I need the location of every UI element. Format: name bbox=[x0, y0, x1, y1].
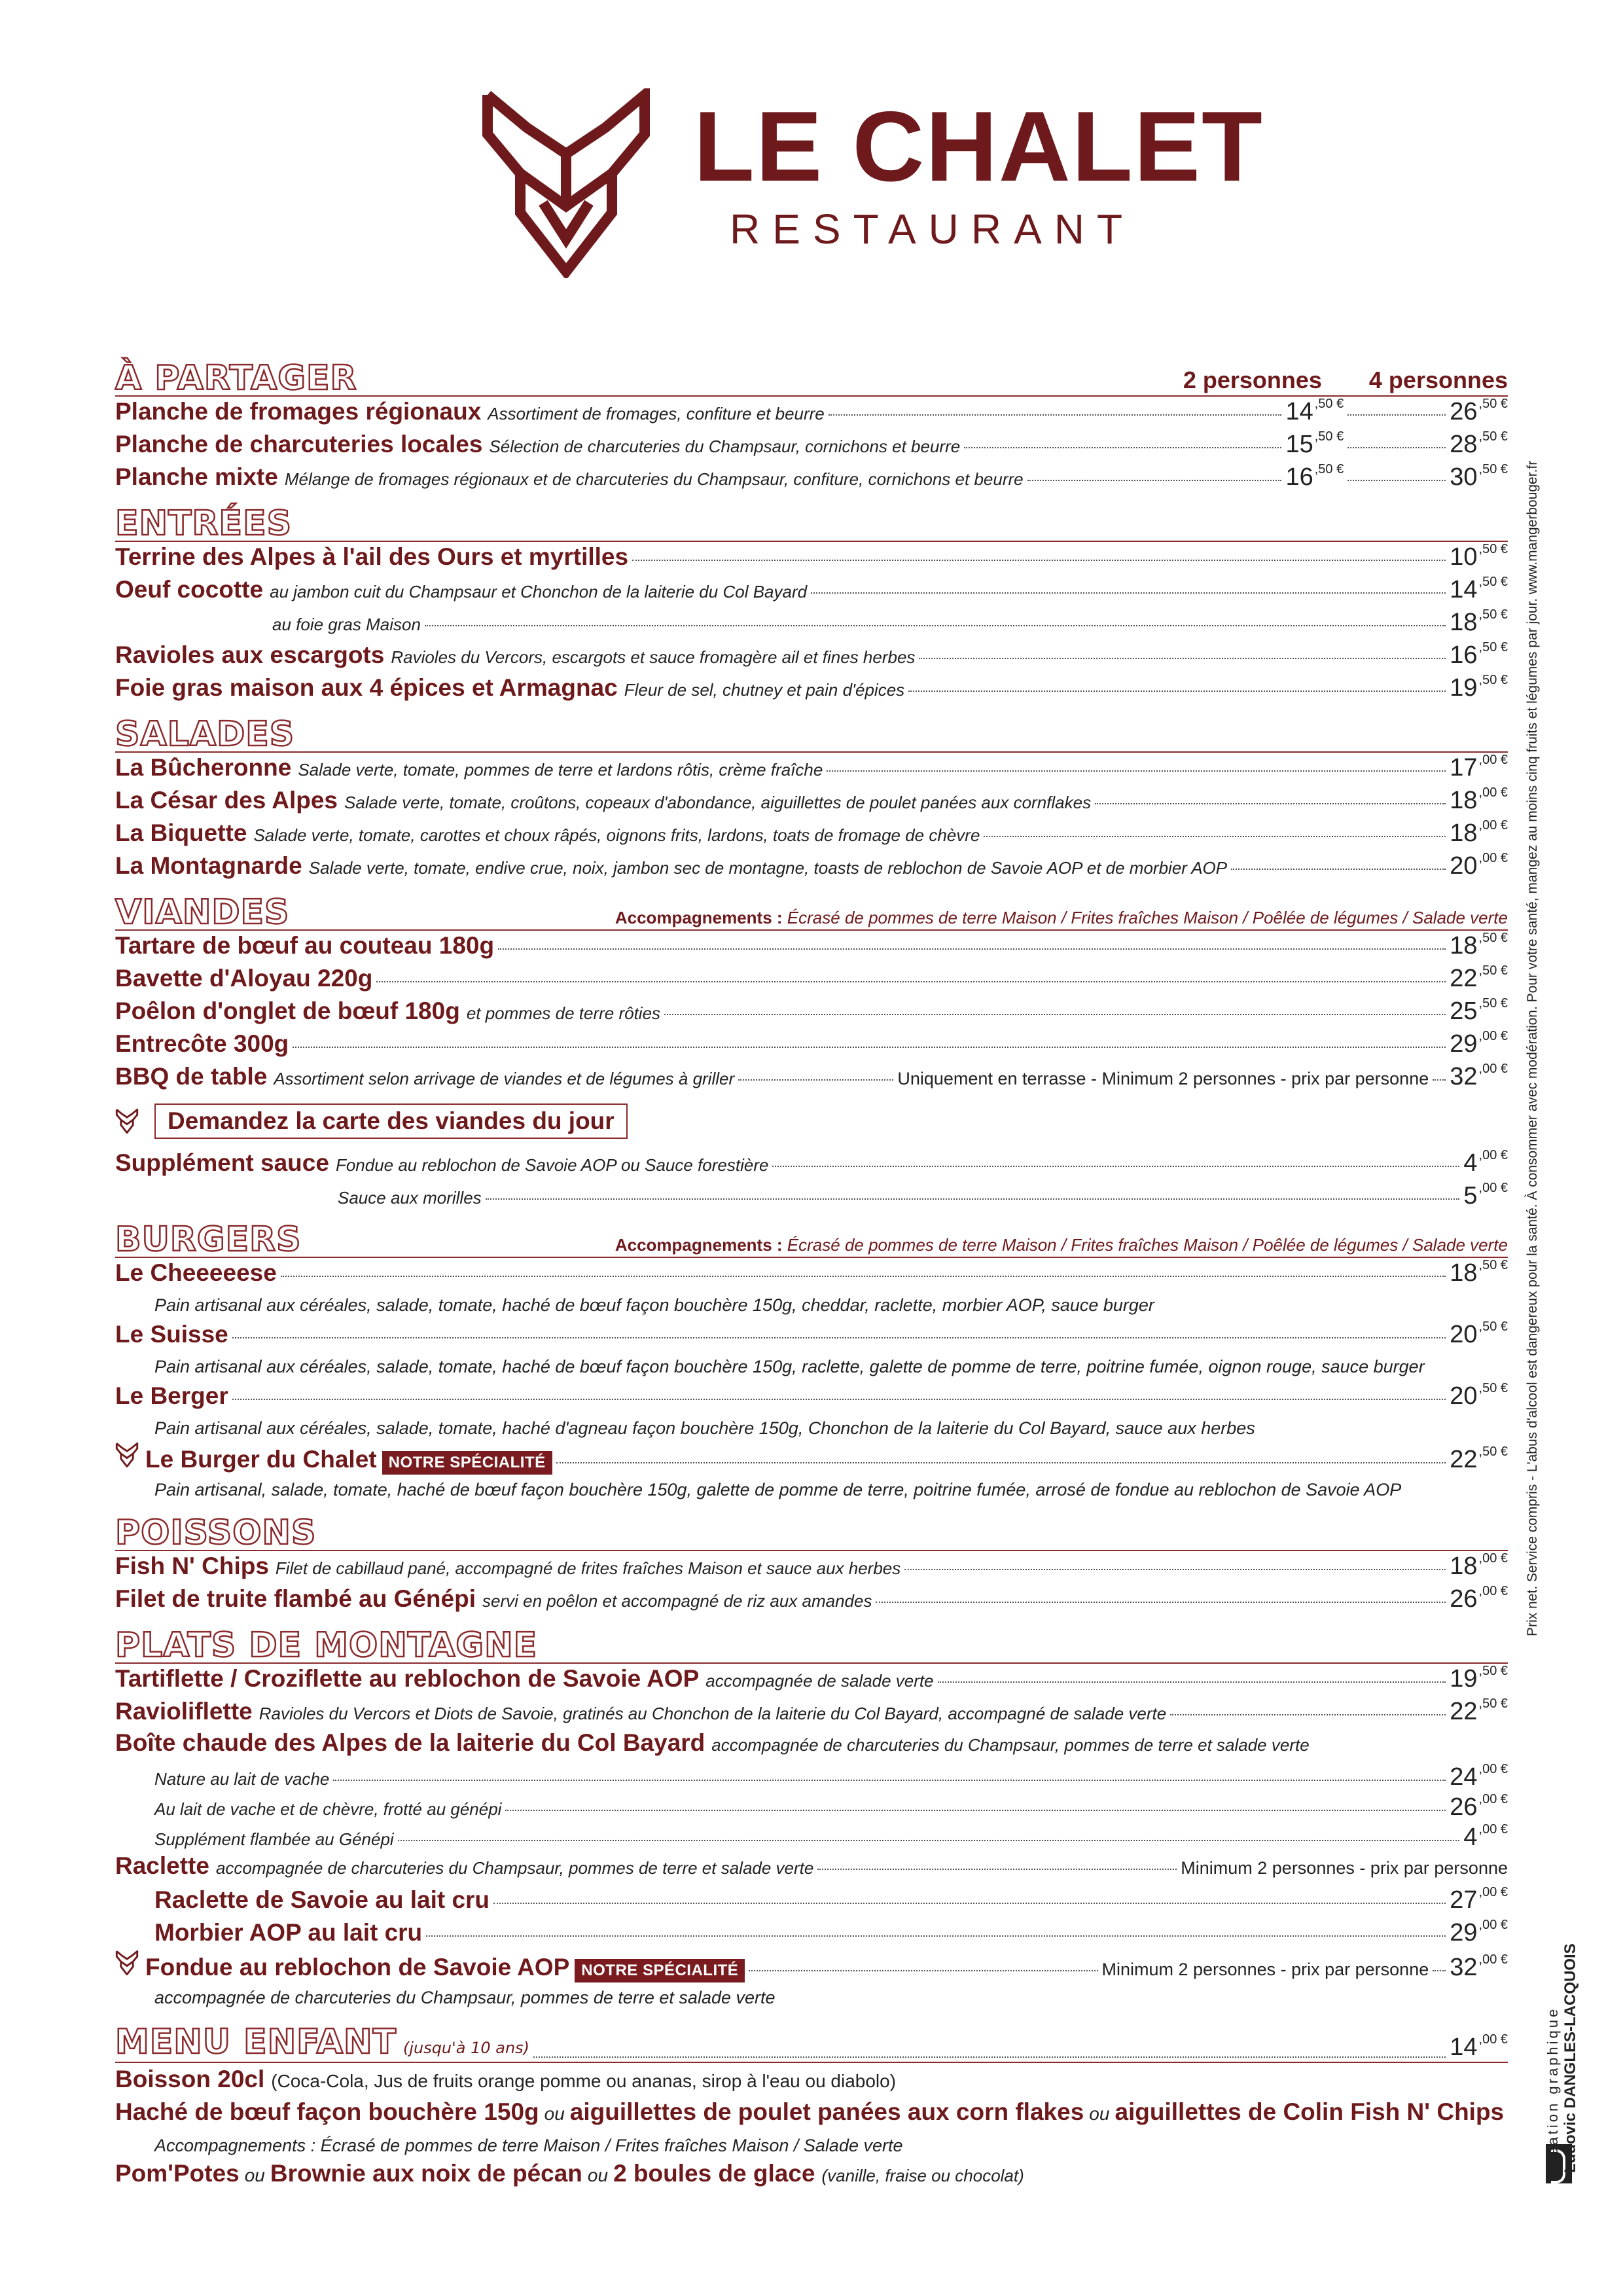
item-desc: Fondue au reblochon de Savoie AOP ou Sauce forestière bbox=[335, 1155, 769, 1175]
leader-dots bbox=[505, 1810, 1446, 1811]
col-4-personnes: 4 personnes bbox=[1368, 367, 1508, 393]
item-name: Filet de truite flambé au Génépi bbox=[115, 1585, 476, 1612]
leader-dots bbox=[908, 691, 1446, 692]
menu-item bbox=[115, 1664, 1508, 1696]
item-desc: au jambon cuit du Champsaur et Chonchon de la laiterie du Col Bayard bbox=[270, 582, 808, 601]
or-word: ou bbox=[244, 2165, 265, 2185]
leader-dots bbox=[1433, 1079, 1446, 1081]
section-title-suffix: (jusqu'à 10 ans) bbox=[402, 2039, 530, 2057]
menu-item bbox=[115, 1181, 1508, 1211]
leader-dots bbox=[293, 1047, 1446, 1048]
menu-item bbox=[115, 963, 1508, 996]
menu-item bbox=[115, 429, 1508, 462]
leader-dots bbox=[1095, 803, 1446, 804]
item-name: Poêlon d'onglet de bœuf 180g bbox=[115, 997, 460, 1024]
restaurant-name: LE CHALET bbox=[694, 91, 1264, 202]
or-word: ou bbox=[1089, 2104, 1110, 2124]
leader-dots bbox=[772, 1166, 1459, 1167]
accompagnements-note bbox=[615, 1235, 1508, 1255]
legal-side-note: Prix net. Service compris - L'abus d'alcool est dangereux pour la santé. À consommer avec modération. Pour votre santé, mangez au moins cinq fruits et légumes par jour. www.mangerbouger.fr bbox=[1525, 460, 1540, 1636]
item-note: Uniquement en terrasse - Minimum 2 personnes - prix par personne bbox=[897, 1069, 1429, 1088]
acc-text: Écrasé de pommes de terre Maison / Frites fraîches Maison / Poêlée de légumes / Salade verte bbox=[787, 1235, 1508, 1255]
menu-item bbox=[115, 542, 1508, 575]
item-name: Raclette bbox=[115, 1852, 209, 1879]
item-name: Oeuf cocotte bbox=[115, 576, 264, 603]
item-desc: Assortiment de fromages, confiture et beurre bbox=[488, 404, 825, 423]
item-desc: Fleur de sel, chutney et pain d'épices bbox=[624, 680, 905, 700]
section-entrees-header bbox=[115, 504, 1508, 542]
item-price: 18 $^{,00 €}$ bbox=[1450, 1551, 1508, 1580]
menu-item bbox=[115, 785, 1508, 818]
item-price: 26 $^{,00 €}$ bbox=[1450, 1584, 1508, 1613]
leader-dots bbox=[876, 1602, 1446, 1603]
item-subline: Pain artisanal aux céréales, salade, tomate, haché de bœuf façon bouchère 150g, cheddar, raclette, morbier AOP, sauce burger bbox=[154, 1295, 1154, 1315]
item-price: 32 $^{,00 €}$ bbox=[1450, 1952, 1508, 1981]
menu-item bbox=[115, 1148, 1508, 1181]
item-name: Planche de fromages régionaux bbox=[115, 398, 482, 425]
item-desc: au foie gras Maison bbox=[272, 615, 421, 634]
item-subline: accompagnée de charcuteries du Champsaur, pommes de terre et salade verte bbox=[154, 1988, 776, 2007]
item-subline: Pain artisanal aux céréales, salade, tomate, haché de bœuf façon bouchère 150g, raclette, galette de pomme de terre, poitrine fumée, oignon rouge, sauce burger bbox=[154, 1357, 1425, 1376]
menu-item bbox=[115, 1551, 1508, 1584]
leader-dots bbox=[811, 592, 1446, 594]
menu-item bbox=[115, 640, 1508, 673]
item-desc: Salade verte, tomate, croûtons, copeaux d'abondance, aiguillettes de poulet panées aux cornflakes bbox=[344, 793, 1092, 812]
section-title: PLATS DE MONTAGNE bbox=[115, 1626, 538, 1665]
menu-item bbox=[115, 1319, 1508, 1352]
leader-dots bbox=[556, 1462, 1446, 1463]
item-price: 26 $^{,00 €}$ bbox=[1450, 1792, 1508, 1821]
item-price: 10 $^{,50 €}$ bbox=[1450, 542, 1508, 571]
item-price: 28 $^{,50 €}$ bbox=[1450, 429, 1508, 458]
leader-dots bbox=[749, 1970, 1097, 1971]
item-price: 14 $^{,00 €}$ bbox=[1450, 2032, 1508, 2061]
menu-item bbox=[115, 607, 1508, 640]
item-desc: Assortiment selon arrivage de viandes et de légumes à griller bbox=[274, 1069, 735, 1088]
leader-dots bbox=[817, 1869, 1177, 1870]
item-desc: Salade verte, tomate, carottes et choux râpés, oignons frits, lardons, toats de fromage de chèvre bbox=[253, 825, 980, 845]
item-name: Bavette d'Aloyau 220g bbox=[115, 965, 373, 992]
menu-item-special bbox=[115, 1443, 1508, 1475]
leader-dots bbox=[984, 836, 1446, 837]
column-headers bbox=[1183, 367, 1508, 394]
item-name: Le Berger bbox=[115, 1382, 228, 1409]
section-title: SALADES bbox=[115, 715, 295, 754]
item-price: 19 $^{,50 €}$ bbox=[1450, 673, 1508, 702]
col-2-personnes: 2 personnes bbox=[1183, 367, 1322, 393]
salades-list bbox=[115, 753, 1508, 884]
kid-main bbox=[115, 2098, 1508, 2131]
item-desc: Salade verte, tomate, endive crue, noix, jambon sec de montagne, toasts de reblochon de Savoie AOP et de morbier AOP bbox=[308, 858, 1228, 878]
section-title: BURGERS bbox=[115, 1220, 302, 1259]
boite-variants bbox=[115, 1762, 1508, 1852]
acc-text: Écrasé de pommes de terre Maison / Frites fraîches Maison / Poêlée de légumes / Salade verte bbox=[787, 908, 1508, 927]
leader-dots bbox=[493, 1903, 1446, 1904]
item-name: BBQ de table bbox=[115, 1063, 268, 1090]
menu-item bbox=[115, 1792, 1508, 1822]
acc-label: Accompagnements : bbox=[615, 1235, 783, 1255]
item-name: Foie gras maison aux 4 épices et Armagnac bbox=[115, 674, 618, 701]
item-desc: Ravioles du Vercors et Diots de Savoie, gratinés au Chonchon de la laiterie du Col Bayard, accompagné de salade verte bbox=[259, 1704, 1167, 1723]
item-desc: accompagnée de charcuteries du Champsaur, pommes de terre et salade verte bbox=[711, 1735, 1310, 1755]
item-name: Raclette de Savoie au lait cru bbox=[154, 1886, 490, 1913]
menu-item bbox=[115, 1029, 1508, 1062]
leader-dots bbox=[1347, 414, 1446, 416]
wolf-logo-icon bbox=[481, 88, 651, 278]
leader-dots bbox=[664, 1014, 1446, 1015]
leader-dots bbox=[425, 625, 1446, 626]
wolf-icon bbox=[115, 1109, 139, 1134]
item-name: Fondue au reblochon de Savoie AOP bbox=[145, 1954, 570, 1981]
item-price: 5 $^{,00 €}$ bbox=[1463, 1181, 1508, 1210]
item-name: Ravioles aux escargots bbox=[115, 641, 385, 668]
credit-line-2: Ludovic DANGLES-LACQUOIS bbox=[1561, 1943, 1579, 2173]
item-desc: Filet de cabillaud pané, accompagné de frites fraîches Maison et sauce aux herbes bbox=[275, 1558, 901, 1578]
kid-dessert-2: Brownie aux noix de pécan bbox=[270, 2160, 582, 2187]
kid-drink-desc: (Coca-Cola, Jus de fruits orange pomme ou ananas, sirop à l'eau ou diabolo) bbox=[271, 2071, 897, 2091]
item-price: 22 $^{,50 €}$ bbox=[1450, 963, 1508, 992]
item-name: Ravioliflette bbox=[115, 1698, 253, 1725]
acc-label: Accompagnements : bbox=[615, 908, 783, 927]
specialty-badge: NOTRE SPÉCIALITÉ bbox=[575, 1959, 745, 1982]
item-desc: Salade verte, tomate, pommes de terre et lardons rôtis, crème fraîche bbox=[298, 760, 823, 780]
item-price: 17 $^{,00 €}$ bbox=[1450, 753, 1508, 781]
item-name: Fish N' Chips bbox=[115, 1552, 269, 1579]
item-name: Boîte chaude des Alpes de la laiterie du Col Bayard bbox=[115, 1729, 705, 1756]
kid-main-2: aiguillettes de poulet panées aux corn flakes bbox=[569, 2098, 1084, 2125]
item-price: 26 $^{,50 €}$ bbox=[1450, 397, 1508, 425]
menu-item bbox=[115, 1885, 1508, 1918]
item-price: 4 $^{,00 €}$ bbox=[1463, 1148, 1508, 1177]
menu-item bbox=[115, 851, 1508, 884]
leader-dots bbox=[632, 560, 1446, 561]
partager-list bbox=[115, 397, 1508, 495]
item-price: 29 $^{,00 €}$ bbox=[1450, 1918, 1508, 1946]
leader-dots bbox=[738, 1079, 893, 1081]
item-name: Le Suisse bbox=[115, 1321, 228, 1348]
leader-dots bbox=[1170, 1714, 1446, 1715]
item-price: 18 $^{,50 €}$ bbox=[1450, 1258, 1508, 1287]
section-title: VIANDES bbox=[115, 893, 290, 932]
item-price: 14 $^{,50 €}$ bbox=[1285, 397, 1344, 425]
leader-dots bbox=[486, 1198, 1460, 1200]
menu-item bbox=[115, 397, 1508, 429]
item-name: Planche de charcuteries locales bbox=[115, 431, 483, 457]
item-desc: Ravioles du Vercors, escargots et sauce fromagère ail et fines herbes bbox=[391, 647, 916, 667]
item-price: 19 $^{,50 €}$ bbox=[1450, 1664, 1508, 1693]
kid-dessert bbox=[115, 2160, 1508, 2193]
burgers-list bbox=[115, 1258, 1508, 1443]
wolf-icon bbox=[115, 1950, 139, 1975]
section-plats-header bbox=[115, 1626, 1508, 1664]
item-name: Tartiflette / Croziflette au reblochon de Savoie AOP bbox=[115, 1665, 700, 1692]
leader-dots bbox=[232, 1337, 1446, 1338]
leader-dots bbox=[376, 981, 1446, 982]
item-price: 22 $^{,50 €}$ bbox=[1450, 1696, 1508, 1725]
menu-item bbox=[115, 1258, 1508, 1291]
item-price: 30 $^{,50 €}$ bbox=[1450, 462, 1508, 491]
section-viandes-header bbox=[115, 893, 1508, 931]
specialty-badge: NOTRE SPÉCIALITÉ bbox=[382, 1451, 552, 1475]
leader-dots bbox=[919, 658, 1446, 659]
leader-dots bbox=[1027, 480, 1282, 481]
leader-dots bbox=[1231, 869, 1446, 870]
item-desc: Sélection de charcuteries du Champsaur, cornichons et beurre bbox=[489, 437, 961, 456]
item-price: 18 $^{,50 €}$ bbox=[1450, 607, 1508, 636]
leader-dots bbox=[829, 414, 1282, 416]
section-title: ENTRÉES bbox=[115, 504, 293, 543]
item-price: 20 $^{,50 €}$ bbox=[1450, 1381, 1508, 1410]
section-enfant-header bbox=[115, 2021, 1508, 2063]
item-price: 20 $^{,50 €}$ bbox=[1450, 1319, 1508, 1348]
item-subline: Pain artisanal, salade, tomate, haché de bœuf façon bouchère 150g, galette de pomme de terre, poitrine fumée, arrosé de fondue au reblochon de Savoie AOP bbox=[154, 1480, 1402, 1499]
kid-dessert-3: 2 boules de glace bbox=[613, 2160, 815, 2187]
menu-item bbox=[115, 996, 1508, 1029]
menu-item bbox=[115, 1729, 1508, 1762]
item-desc: accompagnée de charcuteries du Champsaur, pommes de terre et salade verte bbox=[215, 1858, 814, 1878]
item-name: La Biquette bbox=[115, 819, 247, 846]
menu-item bbox=[115, 1381, 1508, 1414]
item-price: 32 $^{,00 €}$ bbox=[1450, 1062, 1508, 1090]
item-name: Planche mixte bbox=[115, 463, 278, 490]
item-note: Minimum 2 personnes - prix par personne bbox=[1101, 1960, 1429, 1979]
item-price: 29 $^{,00 €}$ bbox=[1450, 1029, 1508, 1058]
item-desc: Au lait de vache et de chèvre, frotté au génépi bbox=[154, 1799, 502, 1819]
item-desc: servi en poêlon et accompagné de riz aux amandes bbox=[482, 1591, 872, 1611]
item-desc: Nature au lait de vache bbox=[154, 1769, 330, 1789]
leader-dots bbox=[533, 2056, 1446, 2058]
menu-item bbox=[115, 1062, 1508, 1094]
menu-item bbox=[115, 1822, 1508, 1852]
item-name: Tartare de bœuf au couteau 180g bbox=[115, 932, 495, 959]
accompagnements-note bbox=[615, 908, 1508, 928]
item-price: 16 $^{,50 €}$ bbox=[1285, 462, 1344, 491]
leader-dots bbox=[232, 1399, 1446, 1400]
leader-dots bbox=[426, 1935, 1446, 1937]
item-name: Morbier AOP au lait cru bbox=[154, 1919, 423, 1946]
section-burgers-header bbox=[115, 1220, 1508, 1258]
kid-drink-name: Boisson 20cl bbox=[115, 2066, 265, 2092]
menu-item bbox=[115, 1696, 1508, 1729]
ask-meat-card: Demandez la carte des viandes du jour bbox=[154, 1103, 628, 1139]
item-desc: et pommes de terre rôties bbox=[466, 1003, 661, 1023]
menu-item bbox=[115, 575, 1508, 607]
item-desc: Supplément flambée au Génépi bbox=[154, 1829, 394, 1849]
menu-item bbox=[115, 1584, 1508, 1617]
leader-dots bbox=[964, 447, 1281, 448]
item-price: 27 $^{,00 €}$ bbox=[1450, 1885, 1508, 1914]
kid-dessert-desc: (vanille, fraise ou chocolat) bbox=[821, 2166, 1024, 2185]
item-name: La César des Alpes bbox=[115, 787, 338, 814]
item-desc: Sauce aux morilles bbox=[338, 1188, 482, 1208]
leader-dots bbox=[827, 770, 1446, 772]
menu-item bbox=[115, 753, 1508, 785]
section-partager-header bbox=[115, 359, 1508, 397]
item-name: Le Burger du Chalet bbox=[145, 1446, 377, 1473]
item-price: 25 $^{,50 €}$ bbox=[1450, 996, 1508, 1025]
item-name: Supplément sauce bbox=[115, 1149, 329, 1176]
item-price: 18 $^{,00 €}$ bbox=[1450, 785, 1508, 814]
menu-item bbox=[115, 1918, 1508, 1950]
kid-main-3: aiguillettes de Colin Fish N' Chips bbox=[1115, 2098, 1505, 2125]
item-name: Entrecôte 300g bbox=[115, 1030, 289, 1057]
entrees-list bbox=[115, 542, 1508, 706]
item-subline: Pain artisanal aux céréales, salade, tomate, haché d'agneau façon bouchère 150g, Chonchon de la laiterie du Col Bayard, sauce aux herbes bbox=[154, 1418, 1255, 1438]
item-name: La Bûcheronne bbox=[115, 754, 292, 781]
leader-dots bbox=[333, 1780, 1446, 1781]
item-price: 18 $^{,50 €}$ bbox=[1450, 931, 1508, 960]
leader-dots bbox=[1433, 1970, 1446, 1971]
menu-item bbox=[115, 931, 1508, 963]
leader-dots bbox=[398, 1840, 1460, 1841]
leader-dots bbox=[281, 1276, 1446, 1277]
viandes-list bbox=[115, 931, 1508, 1094]
item-price: 22 $^{,50 €}$ bbox=[1450, 1444, 1508, 1473]
leader-dots bbox=[904, 1569, 1446, 1570]
section-title: À PARTAGER bbox=[115, 359, 357, 398]
credit-line-1: creation graphique bbox=[1544, 2006, 1561, 2173]
item-price: 15 $^{,50 €}$ bbox=[1285, 429, 1344, 458]
leader-dots bbox=[1347, 447, 1446, 448]
item-price: 24 $^{,00 €}$ bbox=[1450, 1762, 1508, 1791]
menu-item bbox=[115, 673, 1508, 706]
leader-dots bbox=[938, 1681, 1446, 1683]
menu-item-special bbox=[115, 1950, 1508, 1983]
item-note: Minimum 2 personnes - prix par personne bbox=[1181, 1858, 1508, 1878]
menu-item bbox=[115, 1762, 1508, 1792]
item-desc: Mélange de fromages régionaux et de charcuteries du Champsaur, confiture, cornichons et beurre bbox=[284, 469, 1024, 489]
ask-meat-card-row bbox=[115, 1100, 1508, 1143]
menu-item bbox=[115, 1852, 1508, 1885]
poissons-list bbox=[115, 1551, 1508, 1617]
item-price: 18 $^{,00 €}$ bbox=[1450, 818, 1508, 847]
designer-credit bbox=[1544, 1943, 1580, 2173]
or-word: ou bbox=[544, 2104, 565, 2124]
item-name: La Montagnarde bbox=[115, 852, 302, 879]
leader-dots bbox=[1347, 480, 1446, 481]
kid-main-1: Haché de bœuf façon bouchère 150g bbox=[115, 2098, 539, 2125]
leader-dots bbox=[498, 948, 1446, 950]
item-name: Le Cheeeeese bbox=[115, 1259, 277, 1286]
raclette-variants bbox=[115, 1885, 1508, 1950]
section-salades-header bbox=[115, 715, 1508, 753]
item-price: 14 $^{,50 €}$ bbox=[1450, 575, 1508, 603]
kid-dessert-1: Pom'Potes bbox=[115, 2160, 240, 2187]
item-price: 16 $^{,50 €}$ bbox=[1450, 640, 1508, 669]
brand-header bbox=[0, 0, 1623, 314]
wolf-icon bbox=[115, 1443, 139, 1467]
kid-accompaniments: Accompagnements : Écrasé de pommes de terre Maison / Frites fraîches Maison / Salade verte bbox=[154, 2136, 903, 2155]
item-name: Terrine des Alpes à l'ail des Ours et myrtilles bbox=[115, 543, 629, 570]
restaurant-subtitle: RESTAURANT bbox=[730, 206, 1135, 253]
menu-item bbox=[115, 818, 1508, 851]
section-title: POISSONS bbox=[115, 1513, 317, 1552]
section-title: MENU ENFANT (jusqu'à 10 ans) bbox=[115, 2022, 530, 2062]
menu-item bbox=[115, 462, 1508, 495]
section-poissons-header bbox=[115, 1513, 1508, 1551]
menu bbox=[115, 359, 1508, 2193]
kid-drink bbox=[115, 2066, 1508, 2098]
item-price: 20 $^{,00 €}$ bbox=[1450, 851, 1508, 880]
or-word: ou bbox=[587, 2165, 609, 2185]
item-desc: accompagnée de salade verte bbox=[705, 1671, 934, 1691]
item-price: 4 $^{,00 €}$ bbox=[1463, 1822, 1508, 1851]
